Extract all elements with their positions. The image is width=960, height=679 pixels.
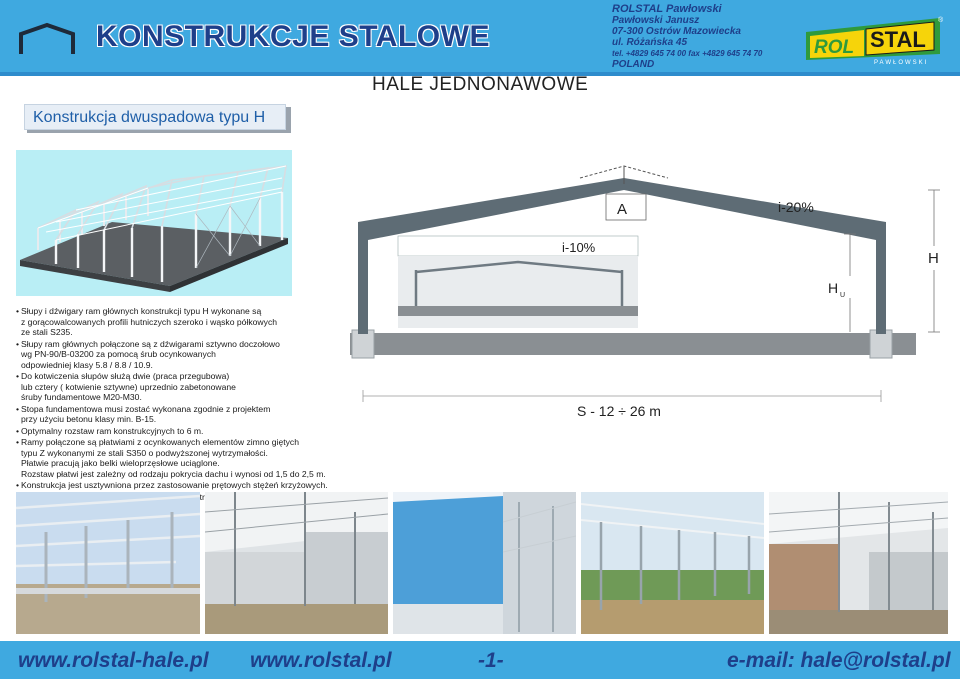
inset-frame-bg <box>398 256 638 328</box>
logo-word-stal: STAL <box>870 27 926 52</box>
note-3 <box>16 371 356 403</box>
note-6 <box>16 437 356 479</box>
label-hu-sub: U <box>840 292 846 299</box>
page-number: -1- <box>478 649 504 672</box>
logo-word-rol: ROL <box>814 37 855 58</box>
label-a: A <box>617 201 628 218</box>
column-right <box>876 232 886 334</box>
note-5-text: Optymalny rozstaw ram konstrukcyjnych to 6 m. <box>21 425 204 436</box>
photo-steel-frame-2 <box>581 492 764 634</box>
company-phone: tel. +4829 645 74 00 fax +4829 645 74 70 <box>612 49 763 58</box>
cross-section-drawing <box>350 160 950 430</box>
website-link-1[interactable]: www.rolstal-hale.pl <box>18 649 209 672</box>
section-title: HALE JEDNONAWOWE <box>372 74 589 95</box>
note-7-text: Konstrukcja jest usztywniona przez zastosowanie prętowych stężeń krzyżowych. <box>21 480 328 490</box>
photo-interior-2 <box>769 492 948 634</box>
subtitle-tab <box>24 104 286 130</box>
company-street: ul. Różańska 45 <box>612 37 688 48</box>
note-8-text: konstrukcji. <box>181 491 225 502</box>
company-address <box>612 4 762 70</box>
subtitle: Konstrukcja dwuspadowa typu H <box>33 109 266 126</box>
logo-registered: ® <box>938 17 944 24</box>
technical-notes <box>16 306 356 503</box>
note-1 <box>16 306 356 338</box>
photo-interior-1 <box>205 492 388 634</box>
hall-outline-icon <box>18 22 76 56</box>
footing-left <box>352 330 374 358</box>
ground-slab <box>350 333 916 355</box>
note-7 <box>16 480 356 491</box>
label-slope-inset: i-10% <box>562 240 596 255</box>
footer-bar <box>0 641 960 679</box>
website-link-2[interactable]: www.rolstal.pl <box>250 649 392 672</box>
logo-sub: PAWŁOWSKI <box>874 60 929 66</box>
rafter-right <box>624 178 886 240</box>
label-span: S - 12 ÷ 26 m <box>577 403 661 419</box>
note-1-text: Słupy i dźwigary ram głównych konstrukcji typu H wykonane są z gorącowalcowanych profili hutniczych szeroko i wąsko półkowych ze stali S235. <box>21 306 278 337</box>
photo-blue-wall <box>393 492 576 634</box>
note-5 <box>16 426 356 437</box>
note-2 <box>16 339 356 371</box>
label-slope-roof: i-20% <box>778 199 814 215</box>
note-6-text: Ramy połączone są płatwiami z ocynkowanych elementów zimno giętych typu Z wykonanymi ze stali S350 o podwyższonej wytrzymałości. Płatwie pracują jako belki wieloprzęsłowe uciąglone. Rozstaw płatwi jest zależny od rodzaju pokrycia dachu i wynosi od 1,5 do 2,5 m. <box>21 437 326 479</box>
page-title: KONSTRUKCJE STALOWE <box>96 20 490 53</box>
footing-right <box>870 330 892 358</box>
label-hu: H <box>828 280 839 296</box>
frame-3d-illustration <box>16 150 292 296</box>
note-2-text: Słupy ram głównych połączone są z dźwigarami sztywno doczołowo wg PN-90/B-03200 za pomocą śrub ocynkowanych odpowiedniej klasy 5.8 / 8.8 / 10.9. <box>21 338 280 370</box>
rolstal-logo <box>800 14 946 66</box>
note-4 <box>16 404 356 425</box>
company-city: 07-300 Ostrów Mazowiecka <box>612 26 741 37</box>
company-owner: Pawłowski Janusz <box>612 15 700 26</box>
inset-label-box <box>398 236 638 256</box>
company-country: POLAND <box>612 59 655 70</box>
note-3-text: Do kotwiczenia słupów służą dwie (praca przegubowa) lub cztery ( kotwienie sztywne) uprzednio zabetonowane śruby fundamentowe M20-M30. <box>21 371 236 402</box>
company-name: ROLSTAL Pawłowski <box>612 3 722 15</box>
rafter-left <box>358 178 624 240</box>
label-h: H <box>928 250 939 267</box>
frame-3d-svg <box>16 150 292 296</box>
photo-steel-frame-1 <box>16 492 200 634</box>
column-left <box>358 232 368 334</box>
note-4-text: Stopa fundamentowa musi zostać wykonana zgodnie z projektem przy użyciu betonu klasy min. B-15. <box>21 403 271 424</box>
email-link[interactable]: e-mail: hale@rolstal.pl <box>727 649 951 672</box>
header-bar <box>0 0 960 72</box>
